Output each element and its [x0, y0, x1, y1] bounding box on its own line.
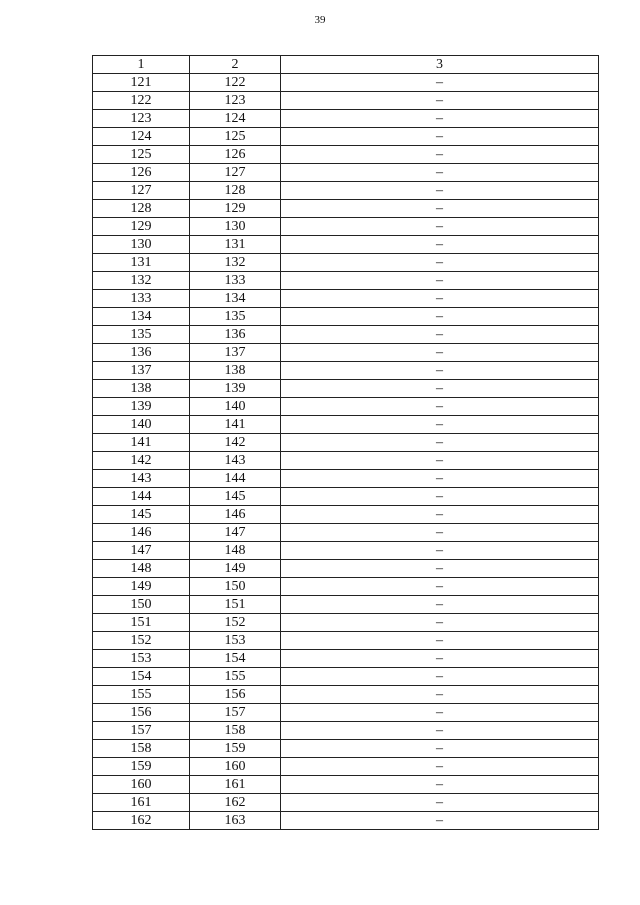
- table-cell: 152: [93, 632, 190, 650]
- table-row: [93, 272, 599, 290]
- table-cell: 147: [93, 542, 190, 560]
- table-cell: 140: [190, 398, 281, 416]
- table-cell: 131: [190, 236, 281, 254]
- table-cell: 148: [190, 542, 281, 560]
- table-cell: 141: [190, 416, 281, 434]
- table-cell: –: [281, 776, 599, 794]
- table-cell: 125: [93, 146, 190, 164]
- table-cell: –: [281, 128, 599, 146]
- table-cell: 138: [190, 362, 281, 380]
- table-row: [93, 146, 599, 164]
- table-cell: 124: [93, 128, 190, 146]
- table-cell: 157: [93, 722, 190, 740]
- table-row: [93, 668, 599, 686]
- table-cell: –: [281, 290, 599, 308]
- table-cell: 145: [93, 506, 190, 524]
- table-row: [93, 596, 599, 614]
- table-row: [93, 128, 599, 146]
- table-cell: –: [281, 452, 599, 470]
- table-cell: –: [281, 596, 599, 614]
- table-cell: 129: [190, 200, 281, 218]
- table-cell: –: [281, 182, 599, 200]
- table-cell: 159: [190, 740, 281, 758]
- table-cell: 156: [190, 686, 281, 704]
- table-cell: –: [281, 326, 599, 344]
- table-cell: –: [281, 146, 599, 164]
- table-cell: –: [281, 470, 599, 488]
- table-row: [93, 758, 599, 776]
- table-cell: 121: [93, 74, 190, 92]
- table-cell: –: [281, 272, 599, 290]
- table-cell: –: [281, 560, 599, 578]
- table-cell: –: [281, 632, 599, 650]
- table-cell: –: [281, 236, 599, 254]
- table-cell: 162: [190, 794, 281, 812]
- table-cell: 158: [190, 722, 281, 740]
- table-cell: 145: [190, 488, 281, 506]
- table-cell: –: [281, 758, 599, 776]
- table-cell: 148: [93, 560, 190, 578]
- table-cell: 136: [190, 326, 281, 344]
- table-row: [93, 308, 599, 326]
- table-cell: –: [281, 218, 599, 236]
- table-row: [93, 290, 599, 308]
- table-row: [93, 794, 599, 812]
- table-cell: 151: [190, 596, 281, 614]
- table-cell: –: [281, 92, 599, 110]
- table-cell: –: [281, 542, 599, 560]
- table-row: [93, 110, 599, 128]
- table-cell: 126: [93, 164, 190, 182]
- table-cell: 130: [93, 236, 190, 254]
- table-cell: 125: [190, 128, 281, 146]
- table-row: [93, 632, 599, 650]
- table-cell: 150: [190, 578, 281, 596]
- table-cell: –: [281, 812, 599, 830]
- table-cell: 149: [93, 578, 190, 596]
- table-cell: 133: [190, 272, 281, 290]
- table-cell: 139: [190, 380, 281, 398]
- table-cell: 136: [93, 344, 190, 362]
- table-cell: 126: [190, 146, 281, 164]
- table-row: [93, 704, 599, 722]
- table-cell: 142: [190, 434, 281, 452]
- table-cell: 141: [93, 434, 190, 452]
- table-header-row: [93, 56, 599, 74]
- table-row: [93, 722, 599, 740]
- table-cell: –: [281, 506, 599, 524]
- table-cell: 128: [93, 200, 190, 218]
- table-cell: 161: [93, 794, 190, 812]
- table-cell: 159: [93, 758, 190, 776]
- table-row: [93, 92, 599, 110]
- column-header: 3: [281, 56, 599, 74]
- table-row: [93, 776, 599, 794]
- table-cell: 155: [190, 668, 281, 686]
- table-cell: 163: [190, 812, 281, 830]
- table-cell: –: [281, 434, 599, 452]
- table-cell: 138: [93, 380, 190, 398]
- table-cell: 122: [93, 92, 190, 110]
- table-cell: 137: [190, 344, 281, 362]
- table-cell: –: [281, 650, 599, 668]
- table-row: [93, 470, 599, 488]
- table-cell: 144: [190, 470, 281, 488]
- table-row: [93, 686, 599, 704]
- table-cell: –: [281, 524, 599, 542]
- table-row: [93, 254, 599, 272]
- table-row: [93, 416, 599, 434]
- table-cell: 153: [190, 632, 281, 650]
- table-row: [93, 236, 599, 254]
- table-row: [93, 326, 599, 344]
- table-cell: –: [281, 488, 599, 506]
- table-row: [93, 542, 599, 560]
- table-cell: 127: [93, 182, 190, 200]
- table-row: [93, 362, 599, 380]
- table-row: [93, 506, 599, 524]
- table-cell: 139: [93, 398, 190, 416]
- table-row: [93, 164, 599, 182]
- table-cell: 137: [93, 362, 190, 380]
- table-cell: 133: [93, 290, 190, 308]
- table-cell: –: [281, 164, 599, 182]
- table-cell: –: [281, 380, 599, 398]
- table-row: [93, 560, 599, 578]
- table-cell: 127: [190, 164, 281, 182]
- table-cell: 131: [93, 254, 190, 272]
- table-cell: 154: [93, 668, 190, 686]
- table-row: [93, 182, 599, 200]
- table-row: [93, 434, 599, 452]
- table-row: [93, 812, 599, 830]
- table-cell: –: [281, 668, 599, 686]
- table-cell: 158: [93, 740, 190, 758]
- table-row: [93, 398, 599, 416]
- table-cell: –: [281, 308, 599, 326]
- table-cell: 160: [93, 776, 190, 794]
- table-row: [93, 344, 599, 362]
- table-cell: –: [281, 398, 599, 416]
- table-cell: 146: [93, 524, 190, 542]
- table-body: [93, 74, 599, 830]
- table-row: [93, 380, 599, 398]
- table-cell: –: [281, 344, 599, 362]
- table-cell: 134: [190, 290, 281, 308]
- table-cell: –: [281, 704, 599, 722]
- table-cell: –: [281, 254, 599, 272]
- table-cell: 157: [190, 704, 281, 722]
- table-cell: 129: [93, 218, 190, 236]
- table-row: [93, 614, 599, 632]
- table-cell: 142: [93, 452, 190, 470]
- table-cell: –: [281, 578, 599, 596]
- table-cell: –: [281, 110, 599, 128]
- table-cell: –: [281, 686, 599, 704]
- table-cell: 155: [93, 686, 190, 704]
- table-cell: 123: [190, 92, 281, 110]
- table-cell: 160: [190, 758, 281, 776]
- table-cell: –: [281, 740, 599, 758]
- table-cell: 135: [93, 326, 190, 344]
- data-table: [92, 55, 599, 830]
- table-cell: –: [281, 722, 599, 740]
- table-cell: 144: [93, 488, 190, 506]
- table-cell: 151: [93, 614, 190, 632]
- table-row: [93, 524, 599, 542]
- page-number: 39: [314, 14, 326, 26]
- table-cell: 154: [190, 650, 281, 668]
- table-cell: –: [281, 362, 599, 380]
- table-cell: 152: [190, 614, 281, 632]
- table-cell: –: [281, 794, 599, 812]
- table-row: [93, 74, 599, 92]
- table-cell: –: [281, 614, 599, 632]
- table-cell: –: [281, 416, 599, 434]
- table-cell: 149: [190, 560, 281, 578]
- table-cell: 153: [93, 650, 190, 668]
- table-cell: 135: [190, 308, 281, 326]
- table-row: [93, 578, 599, 596]
- table-cell: 132: [93, 272, 190, 290]
- table-cell: –: [281, 200, 599, 218]
- table-cell: 128: [190, 182, 281, 200]
- column-header: 2: [190, 56, 281, 74]
- table-cell: 124: [190, 110, 281, 128]
- table-cell: 123: [93, 110, 190, 128]
- table-cell: 122: [190, 74, 281, 92]
- table-cell: 134: [93, 308, 190, 326]
- table-cell: 150: [93, 596, 190, 614]
- table-cell: –: [281, 74, 599, 92]
- table-cell: 146: [190, 506, 281, 524]
- table-row: [93, 200, 599, 218]
- column-header: 1: [93, 56, 190, 74]
- table-row: [93, 218, 599, 236]
- table-cell: 161: [190, 776, 281, 794]
- table-cell: 147: [190, 524, 281, 542]
- table-cell: 143: [190, 452, 281, 470]
- table-cell: 132: [190, 254, 281, 272]
- table-cell: 162: [93, 812, 190, 830]
- table-cell: 156: [93, 704, 190, 722]
- table-row: [93, 488, 599, 506]
- table-cell: 143: [93, 470, 190, 488]
- table-cell: 130: [190, 218, 281, 236]
- table-cell: 140: [93, 416, 190, 434]
- table-row: [93, 452, 599, 470]
- table-row: [93, 740, 599, 758]
- table-row: [93, 650, 599, 668]
